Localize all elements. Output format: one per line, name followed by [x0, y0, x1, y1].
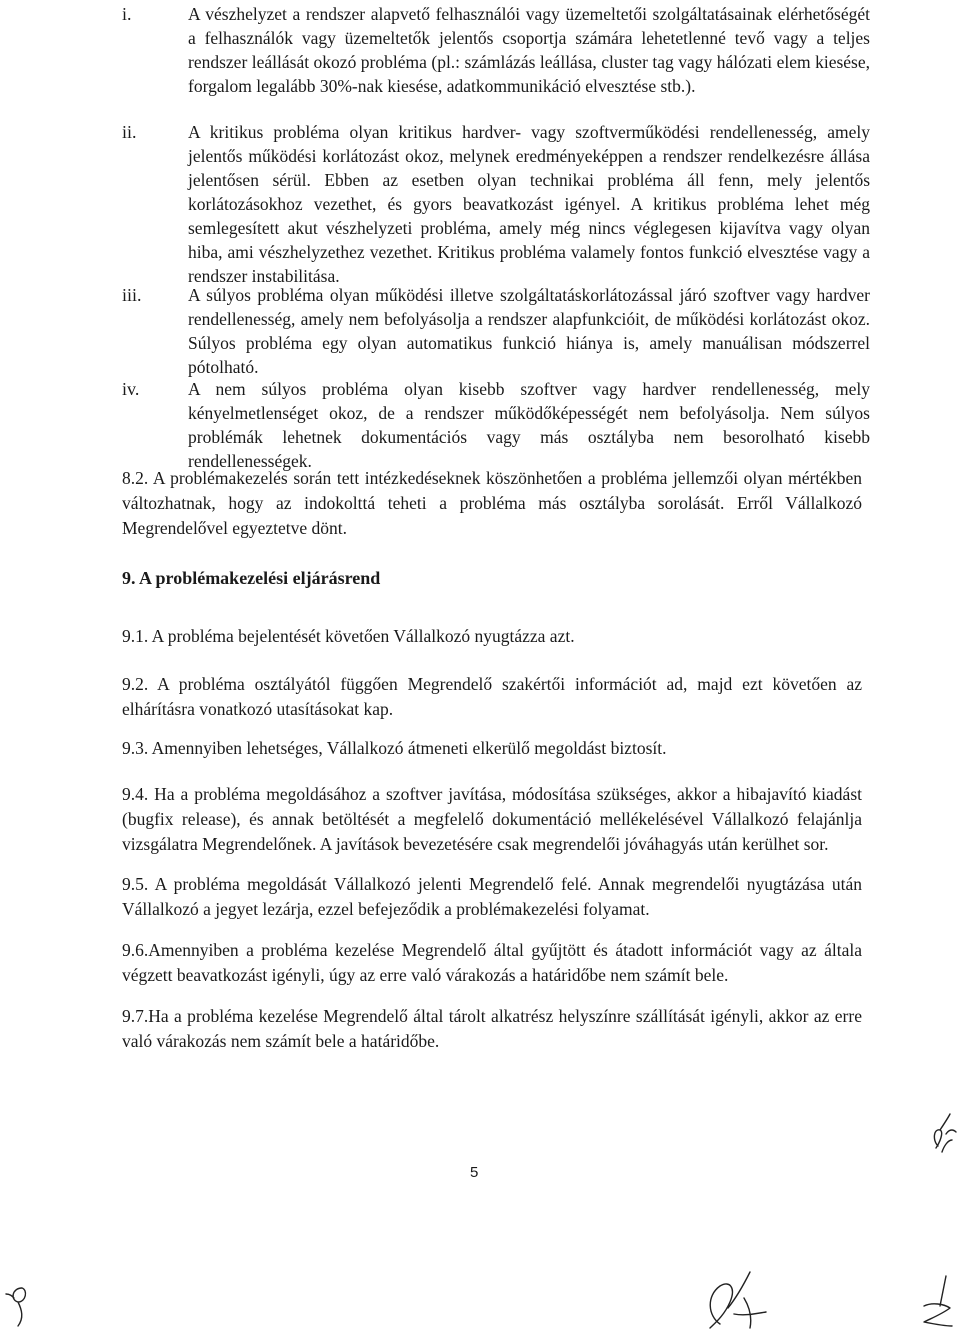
- list-number: i.: [122, 4, 132, 24]
- list-item-iii: [122, 283, 870, 379]
- section-heading-9: 9. A problémakezelési eljárásrend: [122, 568, 381, 588]
- paragraph-9-7: 9.7.Ha a probléma kezelése Megrendelő által tárolt alkatrész helyszínre szállítását igényli, akkor az erre való várakozás nem számít bele a határidőbe.: [122, 1006, 862, 1051]
- list-text: A kritikus probléma olyan kritikus hardver- vagy szoftverműködési rendellenesség, amely jelentős működési korlátozást okoz, melynek eredményeképpen a rendszer rendelkezésre állása jelentősen sérül. Ebben az esetben olyan technikai probléma áll fenn, mely jelentős korlátozásokhoz vezethet, és gyors beavatkozást igényel. A kritikus probléma lehet még semlegesített akut vészhelyzeti probléma, amely még nincs véglegesen kijavítva vagy olyan hiba, ami vészhelyzethez vezethet. Kritikus probléma valamely fontos funkció elvesztése vagy a rendszer instabilitása.: [188, 122, 870, 286]
- list-item-i: [122, 2, 870, 98]
- paragraph-9-4: 9.4. Ha a probléma megoldásához a szoftver javítása, módosítása szükséges, akkor a hibajavító kiadást (bugfix release), és annak betöltését a megfelelő dokumentáció mellékelésével Vállalkozó felajánlja vizsgálatra Megrendelőnek. A javítások bevezetésére csak megrendelői jóváhagyás után kerülhet sor.: [122, 784, 862, 854]
- paragraph-9-3: 9.3. Amennyiben lehetséges, Vállalkozó átmeneti elkerülő megoldást biztosít.: [122, 738, 667, 758]
- list-item-iv: [122, 377, 870, 473]
- initial-signature-icon: [918, 1272, 958, 1330]
- list-number: iv.: [122, 379, 140, 399]
- paragraph-9-1: 9.1. A probléma bejelentését követően Vállalkozó nyugtázza azt.: [122, 626, 575, 646]
- list-item-ii: [122, 120, 870, 288]
- list-text: A nem súlyos probléma olyan kisebb szoftver vagy hardver rendellenesség, mely kényelmetlenséget okoz, de a rendszer működőképességét nem befolyásolja. Nem súlyos problémák lehetnek dokumentációs vagy más osztályba nem besorolható kisebb rendellenességek.: [188, 379, 870, 471]
- initial-signature-icon: [928, 1112, 958, 1160]
- list-text: A súlyos probléma olyan működési illetve szolgáltatáskorlátozással járó szoftver vagy hardver rendellenesség, amely nem befolyásolja a rendszer alapfunkcióit, de működési korlátozást okoz. Súlyos probléma egy olyan automatikus funkció hiánya is, amely manuálisan módszerrel pótolható.: [188, 285, 870, 377]
- initial-signature-icon: [4, 1282, 38, 1330]
- paragraph-9-6: 9.6.Amennyiben a probléma kezelése Megrendelő által gyűjtött és átadott információt vagy az általa végzett beavatkozást igényli, úgy az erre való várakozás a határidőbe nem számít bele.: [122, 940, 862, 985]
- list-number: ii.: [122, 122, 137, 142]
- paragraph-8-2: 8.2. A problémakezelés során tett intézkedéseknek köszönhetően a probléma jellemzői olyan mértékben változhatnak, hogy az indokolttá teheti a probléma más osztályba sorolását. Erről Vállalkozó Megrendelővel egyeztetve dönt.: [122, 468, 862, 538]
- paragraph-9-5: 9.5. A probléma megoldását Vállalkozó jelenti Megrendelő felé. Annak megrendelői nyugtázása után Vállalkozó a jegyet lezárja, ezzel befejeződik a problémakezelési folyamat.: [122, 874, 862, 919]
- list-number: iii.: [122, 285, 142, 305]
- list-text: A vészhelyzet a rendszer alapvető felhasználói vagy üzemeltetői szolgáltatásainak elérhetőségét a felhasználók vagy üzemeltetők jelentős csoportja számára lehetetlenné tevő vagy a teljes rendszer leállását okozó probléma (pl.: számlázás leállása, cluster tag vagy hálózati elem kiesése, forgalom legalább 30%-nak kiesése, adatkommunikáció elvesztése stb.).: [188, 4, 870, 96]
- page-number: 5: [470, 1164, 479, 1181]
- paragraph-9-2: 9.2. A probléma osztályától függően Megrendelő szakértői információt ad, majd ezt követően az elhárításra vonatkozó utasításokat kap.: [122, 674, 862, 719]
- initial-signature-icon: [700, 1268, 770, 1330]
